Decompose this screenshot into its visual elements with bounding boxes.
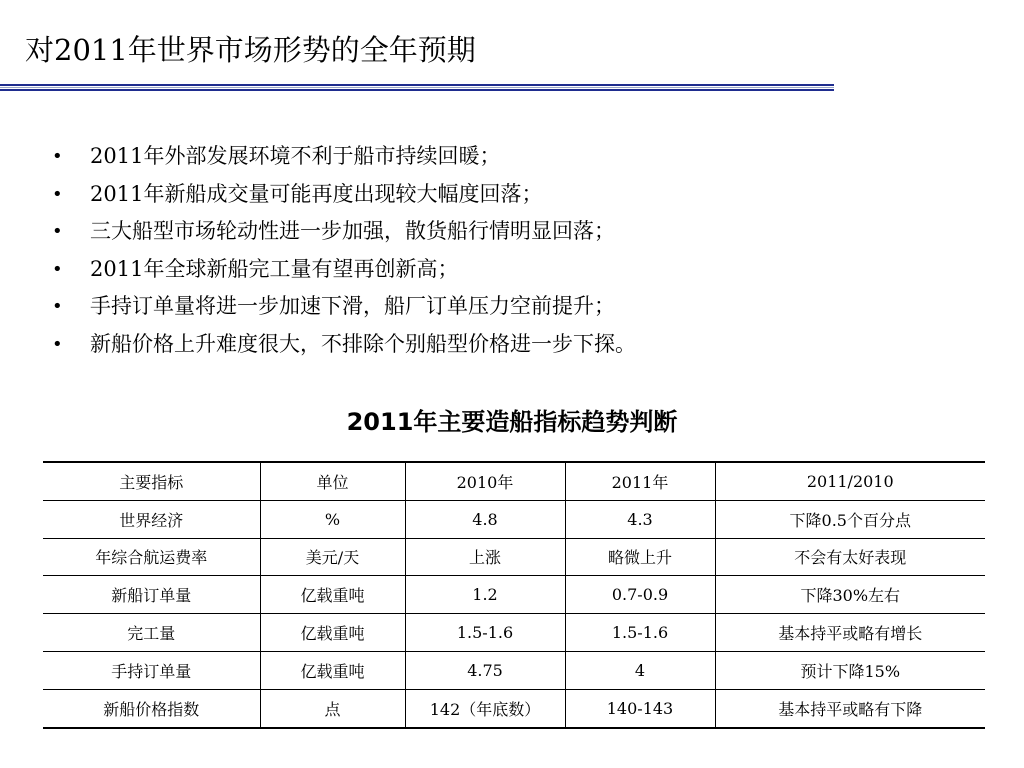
table-cell: % [260, 500, 405, 538]
bullet-icon: • [52, 258, 63, 280]
table-cell: 完工量 [43, 614, 260, 652]
table-cell: 4.75 [405, 651, 565, 689]
header-cell-trend: 2011/2010 [715, 462, 985, 500]
table-row [43, 651, 985, 689]
table-header-row [43, 462, 985, 500]
header-cell-unit: 单位 [260, 462, 405, 500]
bullet-icon: • [52, 296, 63, 318]
bullet-item [52, 176, 636, 214]
table-cell: 不会有太好表现 [715, 538, 985, 576]
bullet-text: 2011年新船成交量可能再度出现较大幅度回落； [90, 181, 543, 206]
table-cell: 1.5-1.6 [405, 614, 565, 652]
bullet-item [52, 326, 636, 364]
bullet-list [52, 138, 636, 364]
table-cell: 预计下降15% [715, 651, 985, 689]
table-cell: 下降30%左右 [715, 576, 985, 614]
table-cell: 4.3 [565, 500, 715, 538]
bullet-icon: • [52, 183, 63, 205]
bullet-text: 手持订单量将进一步加速下滑，船厂订单压力空前提升； [90, 294, 615, 319]
table-cell: 美元/天 [260, 538, 405, 576]
table-cell: 略微上升 [565, 538, 715, 576]
header-cell-2010: 2010年 [405, 462, 565, 500]
table-cell: 基本持平或略有增长 [715, 614, 985, 652]
table-cell: 手持订单量 [43, 651, 260, 689]
bullet-item [52, 213, 636, 251]
table-cell: 1.2 [405, 576, 565, 614]
table-cell: 上涨 [405, 538, 565, 576]
bullet-icon: • [52, 333, 63, 355]
table-cell: 亿载重吨 [260, 651, 405, 689]
table-cell: 年综合航运费率 [43, 538, 260, 576]
table-cell: 新船价格指数 [43, 689, 260, 727]
header-cell-2011: 2011年 [565, 462, 715, 500]
bullet-text: 2011年全球新船完工量有望再创新高； [90, 256, 459, 281]
table-cell: 1.5-1.6 [565, 614, 715, 652]
table-row [43, 576, 985, 614]
slide-title: 对2011年世界市场形势的全年预期 [25, 33, 476, 67]
bullet-item [52, 288, 636, 326]
title-divider [0, 84, 834, 91]
table-row [43, 689, 985, 727]
table-row [43, 500, 985, 538]
bullet-icon: • [52, 146, 63, 167]
table-cell: 世界经济 [43, 500, 260, 538]
table-cell: 140-143 [565, 689, 715, 727]
table-cell: 4 [565, 651, 715, 689]
table-cell: 下降0.5个百分点 [715, 500, 985, 538]
table-row [43, 538, 985, 576]
table-cell: 142（年底数） [405, 689, 565, 727]
table-cell: 亿载重吨 [260, 576, 405, 614]
table-cell: 点 [260, 689, 405, 727]
table-cell: 亿载重吨 [260, 614, 405, 652]
bullet-icon: • [52, 221, 63, 243]
table-cell: 0.7-0.9 [565, 576, 715, 614]
indicator-table [43, 461, 985, 729]
bullet-text: 2011年外部发展环境不利于船市持续回暖； [90, 144, 501, 168]
table-cell: 基本持平或略有下降 [715, 689, 985, 727]
table-cell: 新船订单量 [43, 576, 260, 614]
table-title: 2011年主要造船指标趋势判断 [346, 408, 678, 436]
bullet-text: 新船价格上升难度很大，不排除个别船型价格进一步下探。 [90, 331, 636, 356]
bullet-item [52, 138, 636, 176]
bullet-item [52, 251, 636, 289]
header-cell-indicator: 主要指标 [43, 462, 260, 500]
table-row [43, 614, 985, 652]
table-cell: 4.8 [405, 500, 565, 538]
bullet-text: 三大船型市场轮动性进一步加强，散货船行情明显回落； [90, 219, 615, 244]
